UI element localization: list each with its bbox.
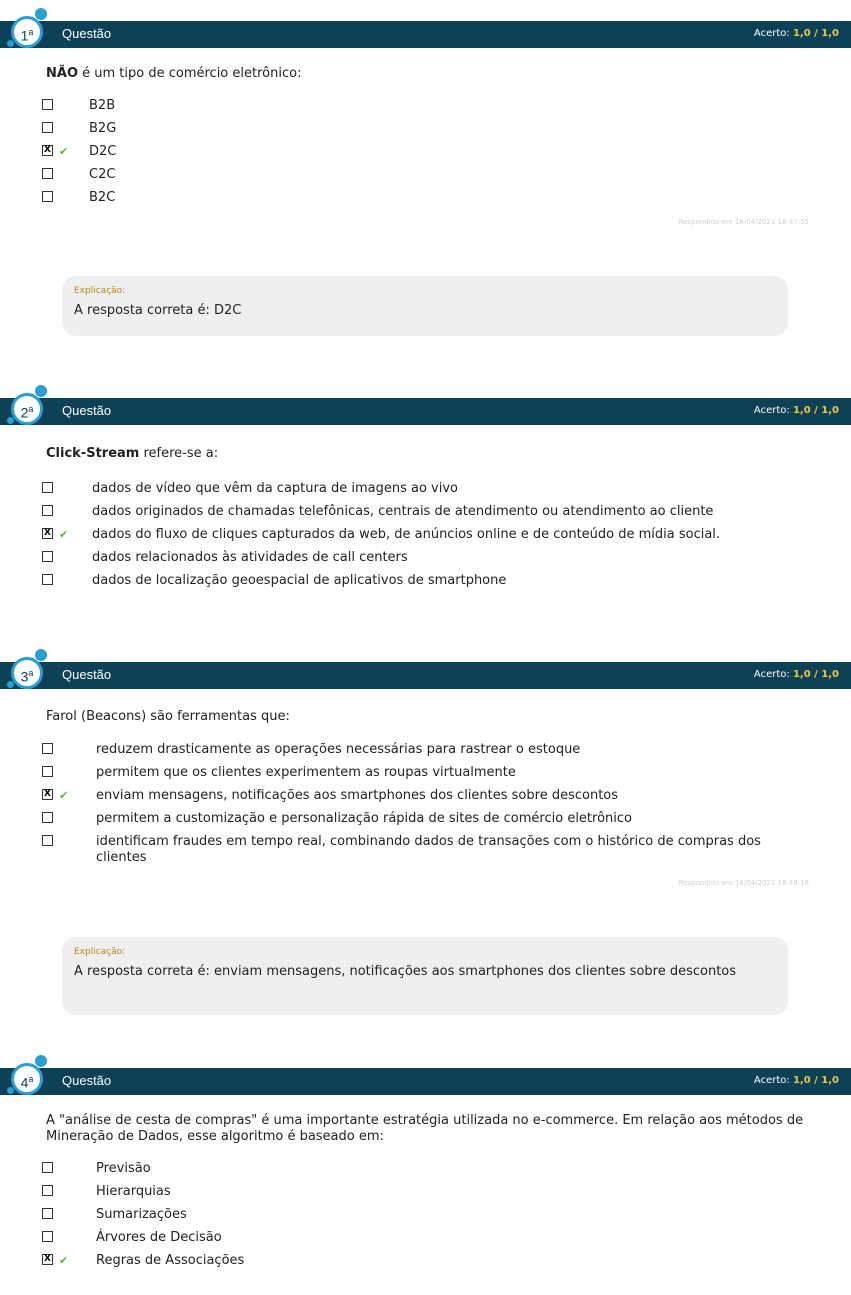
correct-check-icon: ✔ [59, 145, 69, 158]
checked-box-icon[interactable]: X [42, 145, 53, 156]
score-value: 1,0 / 1,0 [792, 1075, 839, 1086]
option-item[interactable] [42, 742, 772, 758]
checkbox[interactable] [42, 168, 53, 179]
option-item[interactable] [42, 573, 762, 589]
question-statement: Farol (Beacons) são ferramentas que: [46, 709, 290, 724]
option-item[interactable] [42, 834, 772, 866]
question-statement: A "análise de cesta de compras" é uma importante estratégia utilizada no e-commerce. Em relação aos métodos de Mineração de Dados, esse algoritmo é baseado em: [46, 1113, 804, 1144]
explanation-box [62, 937, 788, 1015]
question-number: 2 [20, 404, 29, 421]
option-text: permitem que os clientes experimentem as roupas virtualmente [96, 765, 516, 780]
checkbox[interactable] [42, 1185, 53, 1196]
checkbox[interactable] [42, 1162, 53, 1173]
option-text: identificam fraudes em tempo real, combinando dados de transações com o histórico de compras dos clientes [96, 834, 761, 865]
correct-check-icon: ✔ [59, 1254, 69, 1267]
checked-box-icon[interactable]: X [42, 528, 53, 539]
option-text: dados originados de chamadas telefônicas, centrais de atendimento ou atendimento ao cliente [92, 504, 714, 519]
explanation-text: A resposta correta é: D2C [74, 303, 242, 318]
checkbox[interactable] [42, 1231, 53, 1242]
option-item[interactable] [42, 1161, 762, 1177]
score-label: Acerto: [753, 669, 790, 680]
option-item[interactable] [42, 504, 762, 520]
checkbox[interactable] [42, 835, 53, 846]
question-header [0, 662, 851, 689]
score-value: 1,0 / 1,0 [792, 405, 839, 416]
option-text: B2B [89, 98, 116, 113]
correct-check-icon: ✔ [59, 789, 69, 802]
score-label: Acerto: [753, 405, 790, 416]
checkbox[interactable] [42, 766, 53, 777]
option-item[interactable] [42, 1230, 762, 1246]
option-text: Regras de Associações [96, 1253, 245, 1268]
option-text: C2C [89, 167, 116, 182]
option-item[interactable] [42, 98, 791, 114]
option-item[interactable] [42, 1207, 762, 1223]
question-number-badge: 4$^a$ [5, 1055, 51, 1101]
checkbox[interactable] [42, 574, 53, 585]
option-text: permitem a customização e personalização rápida de sites de comércio eletrônico [96, 811, 632, 826]
option-item[interactable] [42, 481, 762, 497]
option-text: dados do fluxo de cliques capturados da web, de anúncios online e de conteúdo de mídia social. [92, 527, 721, 542]
question-statement: Click-Stream refere-se a: [46, 446, 219, 461]
question-number-badge: 2$^a$ [5, 385, 51, 431]
option-text: Hierarquias [96, 1184, 171, 1199]
checkbox[interactable] [42, 1208, 53, 1219]
checked-box-icon[interactable]: X [42, 1254, 53, 1265]
option-text: enviam mensagens, notificações aos smartphones dos clientes sobre descontos [96, 788, 619, 803]
answered-timestamp: Respondido em 16/04/2021 18:47:55 [678, 218, 809, 226]
option-text: D2C [89, 144, 117, 159]
question-header [0, 1068, 851, 1095]
score [754, 28, 839, 39]
score-value: 1,0 / 1,0 [792, 28, 839, 39]
options-list [42, 481, 762, 596]
option-text: reduzem drasticamente as operações necessárias para rastrear o estoque [96, 742, 581, 757]
option-text: dados relacionados às atividades de call centers [92, 550, 408, 565]
question-number: 4 [20, 1074, 29, 1091]
option-text: B2C [89, 190, 116, 205]
question-number: 3 [20, 668, 29, 685]
option-item[interactable] [42, 788, 772, 804]
checkbox[interactable] [42, 99, 53, 110]
option-item[interactable] [42, 144, 791, 160]
option-item[interactable] [42, 1184, 762, 1200]
option-item[interactable] [42, 1253, 762, 1269]
option-item[interactable] [42, 167, 791, 183]
options-list [42, 742, 772, 873]
option-text: B2G [89, 121, 117, 136]
option-text: Sumarizações [96, 1207, 187, 1222]
option-item[interactable] [42, 765, 772, 781]
explanation-title: Explicação: [74, 947, 126, 957]
options-list [42, 1161, 762, 1276]
checkbox[interactable] [42, 191, 53, 202]
checkbox[interactable] [42, 482, 53, 493]
option-item[interactable] [42, 811, 772, 827]
checkbox[interactable] [42, 505, 53, 516]
option-text: dados de localização geoespacial de aplicativos de smartphone [92, 573, 507, 588]
question-label: Questão [62, 26, 112, 41]
option-item[interactable] [42, 550, 762, 566]
options-list [42, 98, 791, 213]
question-number-badge: 3$^a$ [5, 649, 51, 695]
checkbox[interactable] [42, 812, 53, 823]
question-label: Questão [62, 667, 112, 682]
question-number-badge: 1$^a$ [5, 8, 51, 54]
explanation-title: Explicação: [74, 286, 126, 296]
score [754, 405, 839, 416]
explanation-text: A resposta correta é: enviam mensagens, notificações aos smartphones dos clientes sobre descontos [74, 964, 737, 979]
question-statement: NÃO é um tipo de comércio eletrônico: [46, 66, 302, 81]
explanation-box [62, 276, 788, 336]
score-label: Acerto: [753, 28, 790, 39]
score [754, 1075, 839, 1086]
checkbox[interactable] [42, 743, 53, 754]
answered-timestamp: Respondido em 16/04/2021 18:48:18 [678, 879, 809, 887]
option-text: Previsão [96, 1161, 151, 1176]
checkbox[interactable] [42, 122, 53, 133]
question-header [0, 398, 851, 425]
question-label: Questão [62, 1073, 112, 1088]
option-item[interactable] [42, 190, 791, 206]
checkbox[interactable] [42, 551, 53, 562]
option-item[interactable] [42, 527, 762, 543]
score [754, 669, 839, 680]
checked-box-icon[interactable]: X [42, 789, 53, 800]
score-label: Acerto: [753, 1075, 790, 1086]
question-header [0, 21, 851, 48]
option-text: Árvores de Decisão [96, 1230, 222, 1245]
option-item[interactable] [42, 121, 791, 137]
question-label: Questão [62, 403, 112, 418]
correct-check-icon: ✔ [59, 528, 69, 541]
question-number: 1 [20, 27, 29, 44]
score-value: 1,0 / 1,0 [792, 669, 839, 680]
option-text: dados de vídeo que vêm da captura de imagens ao vivo [92, 481, 458, 496]
